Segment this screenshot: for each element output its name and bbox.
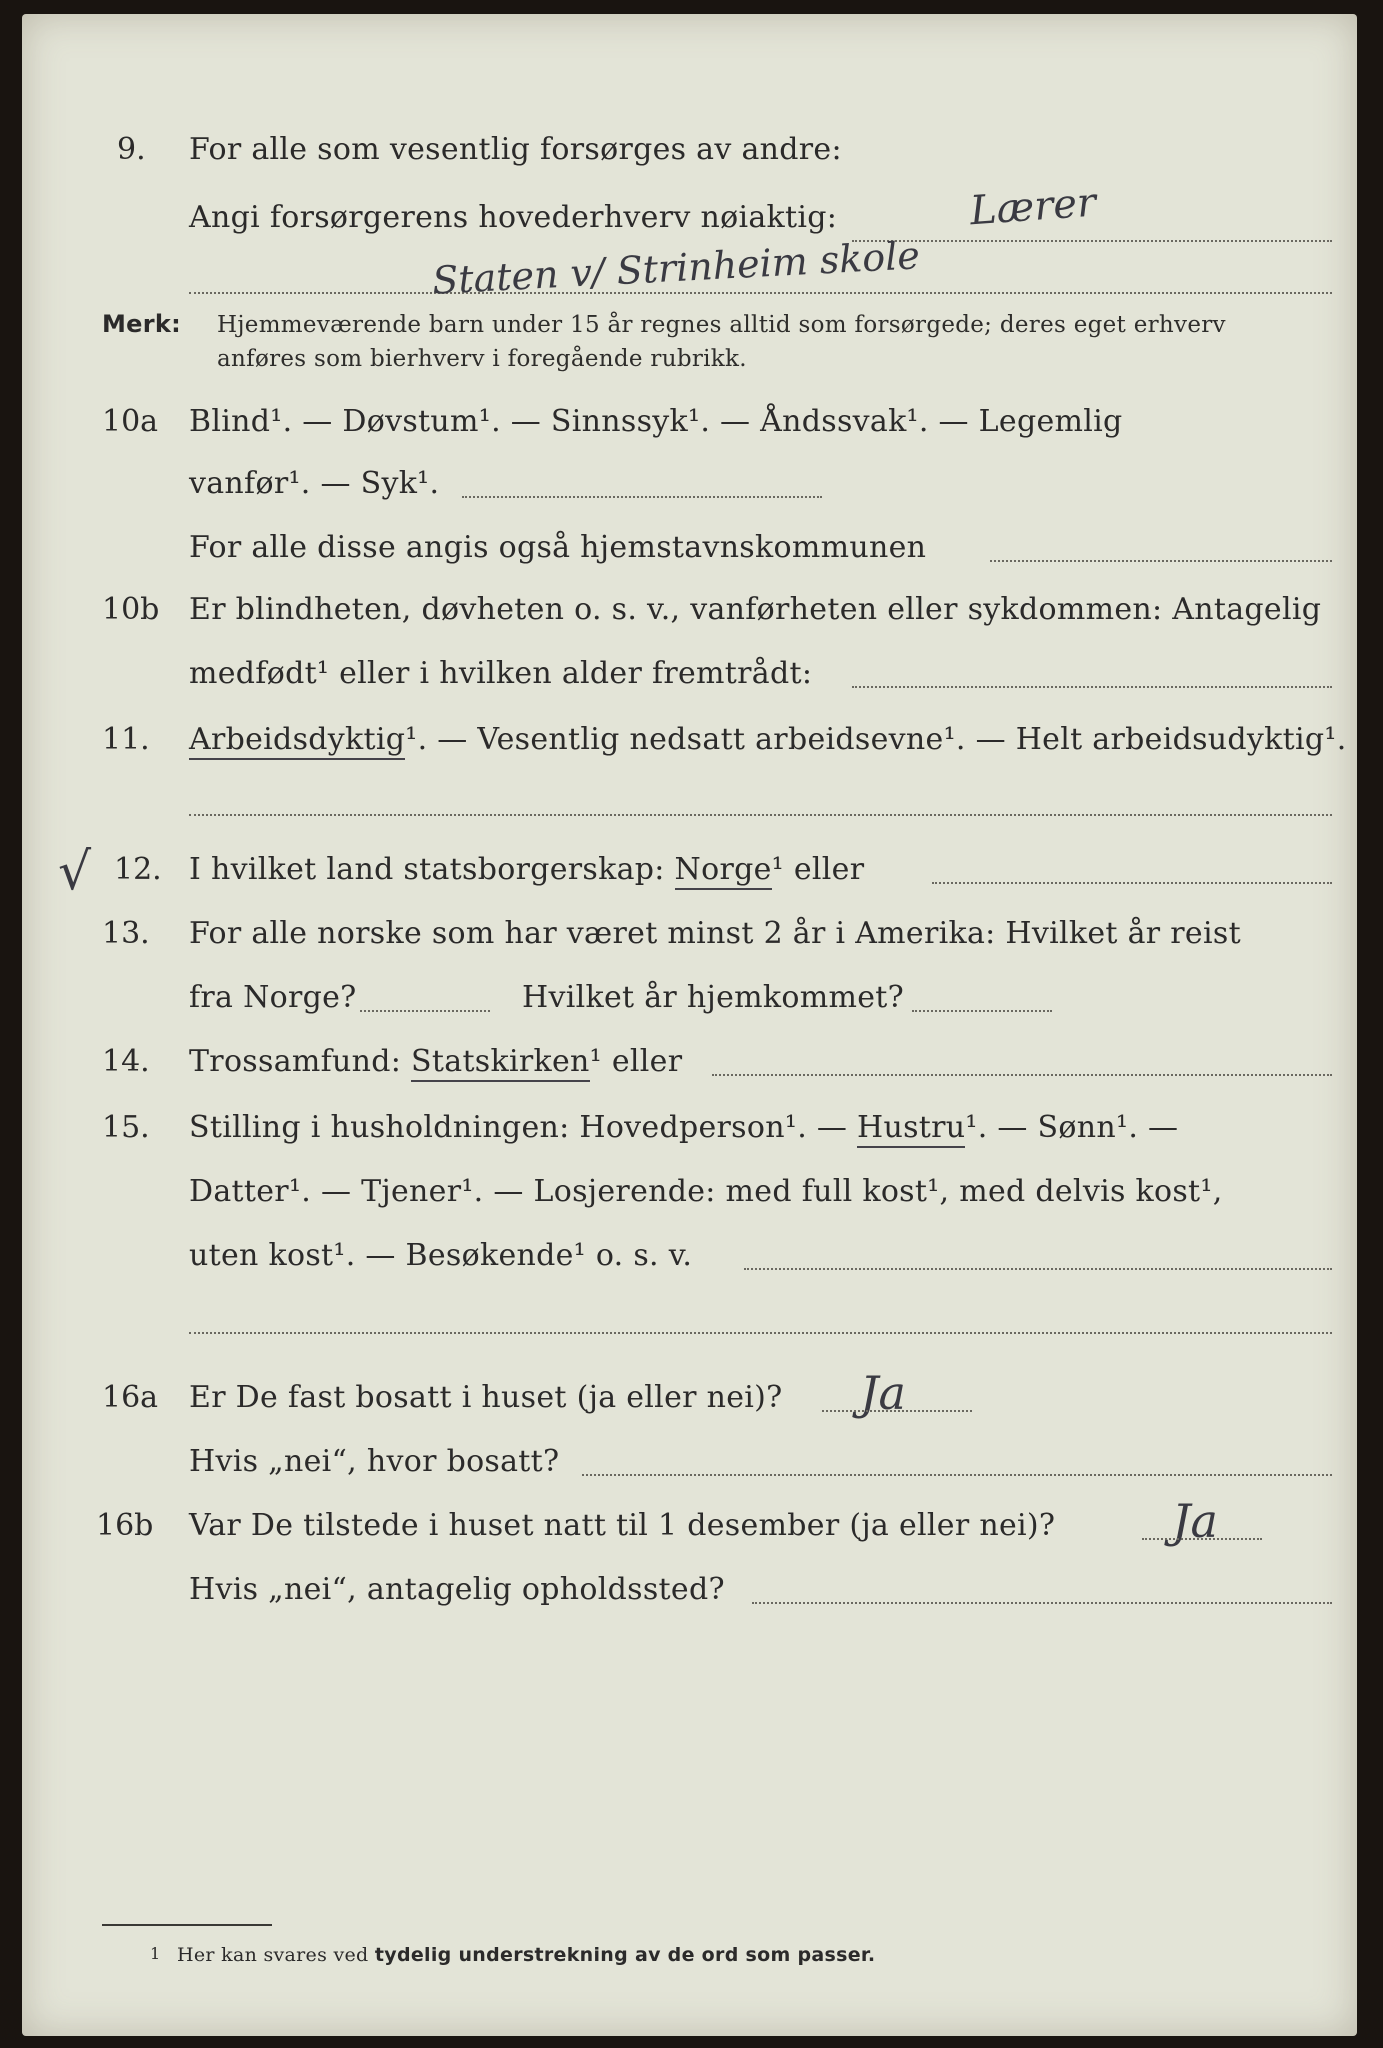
q15-line1 — [189, 1110, 1178, 1145]
q9-answer-line1 — [852, 240, 1332, 242]
q15-number: 15. — [102, 1110, 150, 1145]
q16b-answer-line — [1142, 1538, 1262, 1540]
q12-number: 12. — [114, 852, 162, 887]
q14-underlined-choice: Statskirken — [411, 1044, 590, 1082]
q9-handwritten-provider: Staten v/ Strinheim skole — [431, 233, 921, 303]
q16a-answer-line — [822, 1410, 972, 1412]
footnote-text-b: tydelig understrekning av de ord som passer. — [374, 1944, 876, 1966]
q14-before: Trossamfund: — [189, 1044, 402, 1079]
q11-underlined-choice: Arbeidsdyktig — [189, 722, 405, 760]
q9-handwritten-occupation: Lærer — [968, 179, 1098, 235]
q16a-handwritten-answer: Ja — [860, 1366, 906, 1420]
q15-answer-line — [744, 1268, 1332, 1270]
q10b-number: 10b — [102, 592, 160, 627]
q14-answer-line — [712, 1074, 1332, 1076]
q12-after: ¹ eller — [771, 852, 865, 887]
q16b-number: 16b — [96, 1508, 154, 1543]
q14-after: ¹ eller — [589, 1044, 683, 1079]
q12-underlined-choice: Norge — [675, 852, 772, 890]
footnote-text-a: Her kan svares ved — [177, 1944, 369, 1966]
footnote-text — [177, 1944, 875, 1966]
q15-line2: Datter¹. — Tjener¹. — Losjerende: med full kost¹, med delvis kost¹, — [189, 1174, 1223, 1209]
q9-number: 9. — [117, 132, 146, 167]
q12-before: I hvilket land statsborgerskap: — [189, 852, 665, 887]
q12-line — [189, 852, 864, 887]
q10a-line3: For alle disse angis også hjemstavnskommunen — [189, 530, 927, 565]
q15-answer-line2 — [189, 1332, 1332, 1334]
q14-line — [189, 1044, 682, 1079]
q10a-answer-line — [462, 496, 822, 498]
merk-line1: Hjemmeværende barn under 15 år regnes alltid som forsørgede; deres eget erhverv — [217, 312, 1226, 338]
q13-line2a: fra Norge? — [189, 980, 357, 1015]
q10b-line1: Er blindheten, døvheten o. s. v., vanførheten eller sykdommen: Antagelig — [189, 592, 1322, 627]
q13-departure-line — [360, 1010, 490, 1012]
q14-number: 14. — [102, 1044, 150, 1079]
q16a-number: 16a — [102, 1380, 159, 1415]
q11-answer-line — [189, 814, 1332, 816]
q13-return-line — [912, 1010, 1052, 1012]
q11-rest: ¹. — Vesentlig nedsatt arbeidsevne¹. — Helt arbeidsudyktig¹. — [405, 722, 1347, 757]
q9-line1: For alle som vesentlig forsørges av andre: — [189, 132, 842, 167]
q10b-line2: medfødt¹ eller i hvilken alder fremtrådt: — [189, 656, 813, 691]
q15-line1a: Stilling i husholdningen: Hovedperson¹. — — [189, 1110, 848, 1145]
q10a-line2: vanfør¹. — Syk¹. — [189, 466, 440, 501]
footnote-marker: 1 — [150, 1944, 161, 1963]
q12-answer-line — [932, 882, 1332, 884]
q16a-residence-line — [582, 1474, 1332, 1476]
footnote-rule — [102, 1924, 272, 1926]
census-form-page — [22, 14, 1357, 2036]
q16b-line1: Var De tilstede i huset natt til 1 desember (ja eller nei)? — [189, 1508, 1056, 1543]
q16b-location-line — [752, 1602, 1332, 1604]
q9-line2: Angi forsørgerens hovederhverv nøiaktig: — [189, 200, 838, 235]
q16b-handwritten-answer: Ja — [1172, 1494, 1218, 1548]
merk-line2: anføres som bierhverv i foregående rubrikk. — [217, 346, 747, 372]
q10a-number: 10a — [102, 404, 159, 439]
q16b-line2: Hvis „nei“, antagelig opholdssted? — [189, 1572, 725, 1607]
q13-line1: For alle norske som har været minst 2 år i Amerika: Hvilket år reist — [189, 916, 1241, 951]
q16a-line1: Er De fast bosatt i huset (ja eller nei)? — [189, 1380, 783, 1415]
q10a-hometown-line — [990, 560, 1332, 562]
q10a-line1: Blind¹. — Døvstum¹. — Sinnssyk¹. — Åndssvak¹. — Legemlig — [189, 404, 1123, 439]
q16a-line2: Hvis „nei“, hvor bosatt? — [189, 1444, 560, 1479]
q11-number: 11. — [102, 722, 150, 757]
q11-line — [189, 722, 1347, 757]
q10b-answer-line — [852, 686, 1332, 688]
q9-answer-line2 — [189, 292, 1332, 294]
q15-line3: uten kost¹. — Besøkende¹ o. s. v. — [189, 1238, 693, 1273]
merk-label: Merk: — [102, 310, 182, 338]
q13-line2b: Hvilket år hjemkommet? — [522, 980, 905, 1015]
q15-line1b: ¹. — Sønn¹. — — [965, 1110, 1179, 1145]
q13-number: 13. — [102, 916, 150, 951]
q15-underlined-choice: Hustru — [857, 1110, 965, 1148]
q12-check-mark: √ — [58, 842, 92, 902]
